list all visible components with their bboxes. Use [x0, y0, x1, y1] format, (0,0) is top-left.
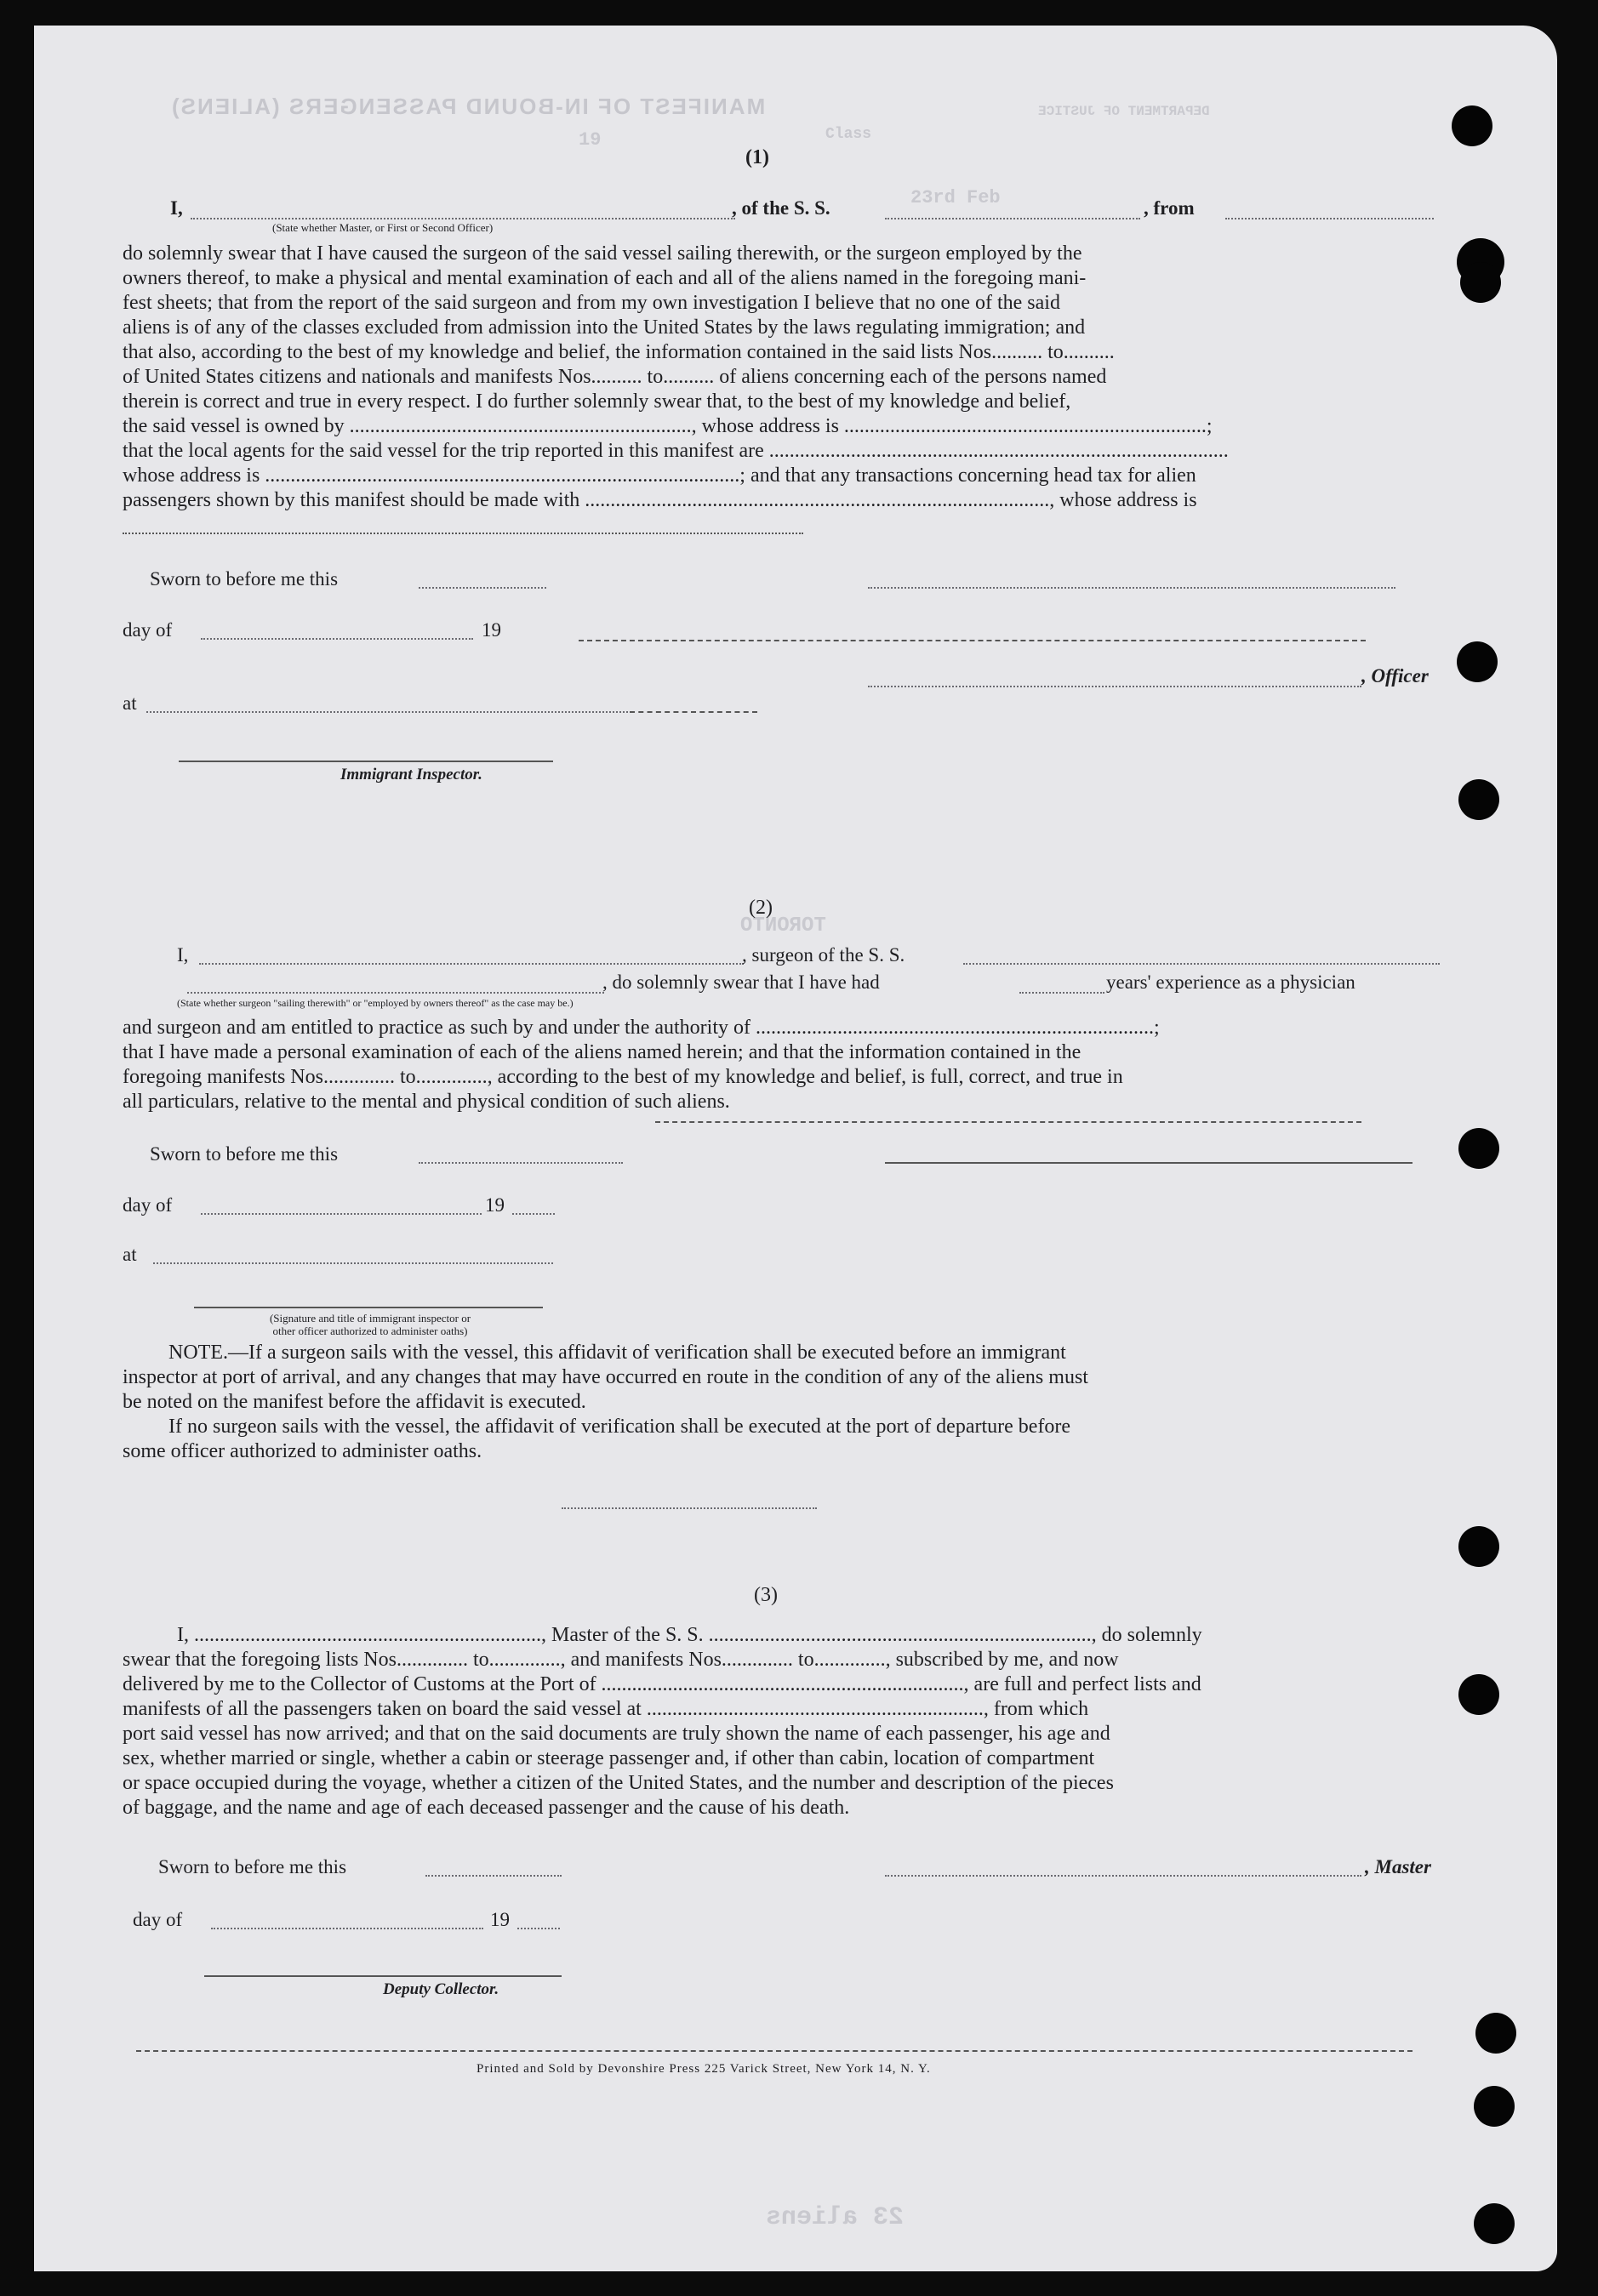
surgeon-vessel-field[interactable] — [963, 963, 1440, 965]
section-2-caption: (State whether surgeon "sailing therewith" or "employed by owners thereof" as the case may be.) — [177, 997, 574, 1009]
bleed-aliens-count: 23 aliens — [766, 2203, 905, 2232]
section-1-line: that also, according to the best of my knowledge and belief, the information contained in the said lists Nos.......... to.......... — [123, 341, 1115, 363]
year-field-3[interactable] — [517, 1928, 560, 1929]
binder-hole — [1458, 1526, 1499, 1567]
year-label-2: 19 — [485, 1194, 505, 1216]
note-line: some officer authorized to administer oaths. — [123, 1440, 482, 1462]
section-1-body — [123, 242, 1447, 513]
section-1-caption: (State whether Master, or First or Second Officer) — [272, 221, 494, 234]
section-2-continuation-rule — [655, 1121, 1361, 1123]
section-3-body — [123, 1623, 1450, 1820]
years-experience-text: years' experience as a physician — [1106, 971, 1355, 993]
vessel-name-field[interactable] — [885, 218, 1140, 219]
master-name-field[interactable] — [191, 218, 735, 219]
binder-hole — [1474, 2203, 1515, 2244]
year-label-3: 19 — [490, 1909, 510, 1930]
officer-signature-line-1[interactable] — [868, 587, 1395, 589]
surgeon-status-field[interactable] — [187, 992, 604, 994]
sworn-label-2: Sworn to before me this — [150, 1143, 339, 1165]
at-label-2: at — [123, 1244, 137, 1265]
collector-signature-line[interactable] — [204, 1975, 562, 1977]
year-field-2[interactable] — [512, 1213, 555, 1215]
officer-label: , Officer — [1361, 665, 1429, 687]
section-2-i-label: I, — [177, 944, 189, 966]
day-of-field-2[interactable] — [201, 1213, 482, 1215]
section-1-line: do solemnly swear that I have caused the surgeon of the said vessel sailing therewith, or the surgeon employed by the — [123, 242, 1082, 265]
section-2-line: and surgeon and am entitled to practice as such by and under the authority of ..............................................................................; — [123, 1017, 1160, 1039]
deputy-collector-label: Deputy Collector. — [383, 1980, 499, 1998]
immigrant-inspector-label: Immigrant Inspector. — [340, 766, 482, 783]
section-2-line: that I have made a personal examination of each of the aliens named herein; and that the information contained in the — [123, 1041, 1082, 1063]
bleed-date: 23rd Feb — [910, 187, 1001, 208]
section-3-line: or space occupied during the voyage, whether a citizen of the United States, and the number and description of the pieces — [123, 1772, 1114, 1794]
note-line: NOTE.—If a surgeon sails with the vessel, this affidavit of verification shall be executed before an immigrant — [168, 1342, 1066, 1364]
bleed-year: 19 — [579, 129, 602, 151]
binder-hole — [1475, 2013, 1516, 2054]
section-2-number: (2) — [749, 897, 773, 919]
binder-hole — [1452, 105, 1492, 146]
sworn-label-1: Sworn to before me this — [150, 568, 339, 590]
section-3-line: delivered by me to the Collector of Customs at the Port of ......................................................................., are full and perfect lists and — [123, 1673, 1201, 1695]
inspector-signature-line[interactable] — [179, 761, 553, 762]
surgeon-of-label: , surgeon of the S. S. — [742, 944, 905, 966]
section-1-line: that the local agents for the said vessel for the trip reported in this manifest are .......................................................................................... — [123, 440, 1229, 462]
section-1-line: of United States citizens and nationals and manifests Nos.......... to.......... of aliens concerning each of the persons named — [123, 366, 1107, 388]
note-line: inspector at port of arrival, and any changes that may have occurred en route in the condition of any of the aliens must — [123, 1366, 1088, 1388]
note-line: be noted on the manifest before the affidavit is executed. — [123, 1391, 586, 1413]
bleed-department: DEPARTMENT OF JUSTICE — [1038, 104, 1210, 119]
bleed-class: Class — [825, 126, 872, 143]
sig-caption-line: (Signature and title of immigrant inspector or — [269, 1312, 471, 1325]
day-of-field-1[interactable] — [201, 638, 473, 640]
section-1-continuation-rule — [123, 533, 803, 534]
from-port-field[interactable] — [1225, 218, 1434, 219]
sworn-label-3: Sworn to before me this — [158, 1856, 347, 1877]
section-1-line: therein is correct and true in every respect. I do further solemnly swear that, to the best of my knowledge and belief, — [123, 390, 1071, 413]
day-of-label-1: day of — [123, 619, 173, 641]
officer-signature-field[interactable] — [868, 686, 1361, 687]
footer-rule — [136, 2050, 1413, 2052]
binder-hole — [1457, 641, 1498, 682]
binder-hole — [1458, 1128, 1499, 1169]
witness-signature-caption — [204, 1312, 536, 1337]
section-1-line: fest sheets; that from the report of the said surgeon and from my own investigation I believe that no one of the said — [123, 292, 1060, 314]
master-label: , Master — [1365, 1856, 1431, 1877]
master-signature-field[interactable] — [885, 1875, 1361, 1877]
sworn-date-field-3[interactable] — [425, 1875, 562, 1877]
surgeon-name-field[interactable] — [199, 963, 744, 965]
at-field-1-tail — [630, 711, 757, 713]
section-3-number: (3) — [754, 1584, 778, 1606]
at-field-1[interactable] — [146, 711, 631, 713]
section-3-line: manifests of all the passengers taken on board the said vessel at .................................................................., from which — [123, 1698, 1089, 1720]
at-field-2[interactable] — [153, 1262, 553, 1264]
section-3-line: of baggage, and the name and age of each deceased passenger and the cause of his death. — [123, 1797, 850, 1819]
manifest-page — [34, 26, 1557, 2271]
day-of-label-2: day of — [123, 1194, 173, 1216]
binder-hole — [1460, 262, 1501, 303]
witness-signature-line-2[interactable] — [194, 1307, 543, 1308]
officer-line-upper — [579, 640, 1366, 641]
note-line: If no surgeon sails with the vessel, the affidavit of verification shall be executed at the port of departure before — [168, 1416, 1071, 1438]
manifest-title-bleed: MANIFEST OF IN-BOUND PASSENGERS (ALIENS) — [170, 94, 766, 119]
sworn-date-field-2[interactable] — [419, 1162, 623, 1164]
swear-text: , do solemnly swear that I have had — [602, 971, 880, 993]
section-1-number: (1) — [745, 146, 769, 168]
bleed-toronto: TORONTO — [740, 914, 826, 937]
printer-imprint: Printed and Sold by Devonshire Press 225 Varick Street, New York 14, N. Y. — [477, 2062, 931, 2076]
section-1-line: the said vessel is owned by ..................................................................., whose address is .......................................................................; — [123, 415, 1213, 437]
section-1-line: aliens is of any of the classes excluded from admission into the United States by the laws regulating immigration; and — [123, 316, 1086, 339]
day-of-label-3: day of — [133, 1909, 183, 1930]
section-3-line: swear that the foregoing lists Nos.............. to.............., and manifests Nos.............. to.............., subscribed by me, and now — [123, 1649, 1119, 1671]
section-1-line: whose address is .............................................................................................; and that any transactions concerning head tax for alien — [123, 464, 1196, 487]
section-2-line: foregoing manifests Nos.............. to.............., according to the best of my knowledge and belief, is full, correct, and true in — [123, 1066, 1123, 1088]
section-3-line: sex, whether married or single, whether a cabin or steerage passenger and, if other than cabin, location of compartment — [123, 1747, 1095, 1769]
section-2-body — [123, 1016, 1447, 1114]
note-block — [123, 1341, 1450, 1464]
binder-hole — [1474, 2086, 1515, 2127]
section-1-i-label: I, — [170, 197, 183, 219]
section-3-line: port said vessel has now arrived; and that on the said documents are truly shown the name of each passenger, his age and — [123, 1723, 1110, 1745]
day-of-field-3[interactable] — [211, 1928, 483, 1929]
surgeon-signature-line[interactable] — [885, 1162, 1413, 1164]
year-label-1: 19 — [482, 619, 501, 641]
section-1-line: owners thereof, to make a physical and mental examination of each and all of the aliens named in the foregoing mani- — [123, 267, 1087, 289]
at-label-1: at — [123, 692, 137, 714]
binder-hole — [1458, 1674, 1499, 1715]
section-2-line: all particulars, relative to the mental and physical condition of such aliens. — [123, 1091, 730, 1113]
sworn-date-field-1[interactable] — [419, 587, 546, 589]
section-3-line: I, ...................................................................., Master of the S. S. ..........................................................................., do solemnly — [177, 1624, 1202, 1646]
section-1-line: passengers shown by this manifest should be made with ..........................................................................................., whose address is — [123, 489, 1197, 511]
section-divider — [562, 1507, 817, 1509]
binder-hole — [1458, 779, 1499, 820]
from-label: , from — [1144, 197, 1195, 219]
years-experience-field[interactable] — [1019, 992, 1104, 994]
sig-caption-line: other officer authorized to administer oaths) — [272, 1325, 468, 1337]
vessel-label: , of the S. S. — [732, 197, 830, 219]
